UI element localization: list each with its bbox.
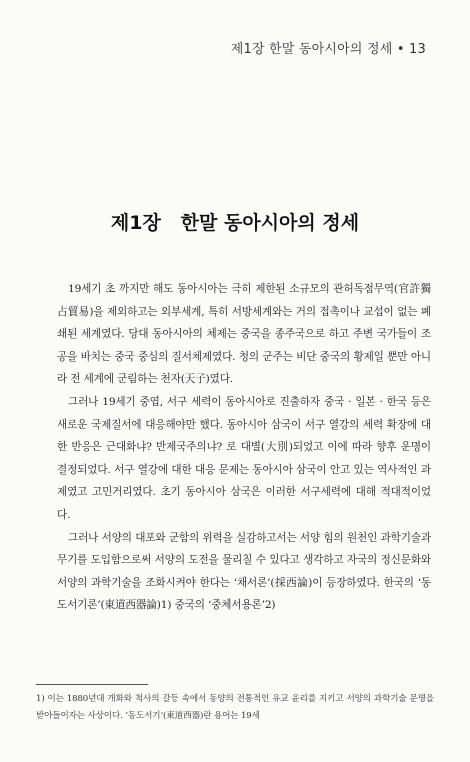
body-text xyxy=(57,278,431,617)
chapter-title: 제1장 한말 동아시아의 정세 xyxy=(110,212,360,234)
running-header: 제1장 한말 동아시아의 정세 • 13 xyxy=(230,42,426,57)
paragraph-3: 그러나 서양의 대포와 군함의 위력을 실감하고서는 서양 힘의 원천인 과학기술과 무기를 도입함으로써 서양의 도전을 물리칠 수 있다고 생각하고 자국의 정신문화와 서양의 과학기술을 조화시켜야 한다는 ‘채서론’(採西論)이 등장하였다. 한국의 ‘동도서기론’(東道西器論)1) 중국의 ‘중체서용론’2) xyxy=(57,531,431,612)
footnote: 1) 이는 1880년대 개화와 척사의 갈등 속에서 동양의 전통적인 유교 윤리를 지키고 서양의 과학기술 문명을 받아들이자는 사상이다. ‘동도서기’(東道西器)란 용어는 19세 xyxy=(36,694,434,721)
paragraph-2: 그러나 19세기 중엽, 서구 세력이 동아시아로 진출하자 중국 · 일본 · 한국 등은 새로운 국제질서에 대응해야만 했다. 동아시아 삼국이 서구 열강의 세력 확장에 대한 반응은 근대화냐? 반제국주의냐? 로 대별(大別)되었고 이에 따라 향후 운명이 결정되었다. 서구 열강에 대한 대응 문제는 동아시아 삼국이 안고 있는 역사적인 과제였고 고민거리였다. 초기 동아시아 삼국은 이러한 서구세력에 대해 적대적이었다. xyxy=(57,395,431,521)
paragraph-1: 19세기 초 까지만 해도 동아시아는 극히 제한된 소규모의 관허독점무역(官許獨占貿易)을 제외하고는 외부세계, 특히 서방세계와는 거의 접촉이나 교섭이 없는 폐쇄된 세계였다. 당대 동아시아의 체제는 중국을 종주국으로 하고 주변 국가들이 조공을 바치는 중국 중심의 질서체제였다. 청의 군주는 비단 중국의 황제일 뿐만 아니라 전 세계에 군림하는 천자(天子)였다. xyxy=(57,283,431,386)
footnote-divider xyxy=(36,684,148,685)
